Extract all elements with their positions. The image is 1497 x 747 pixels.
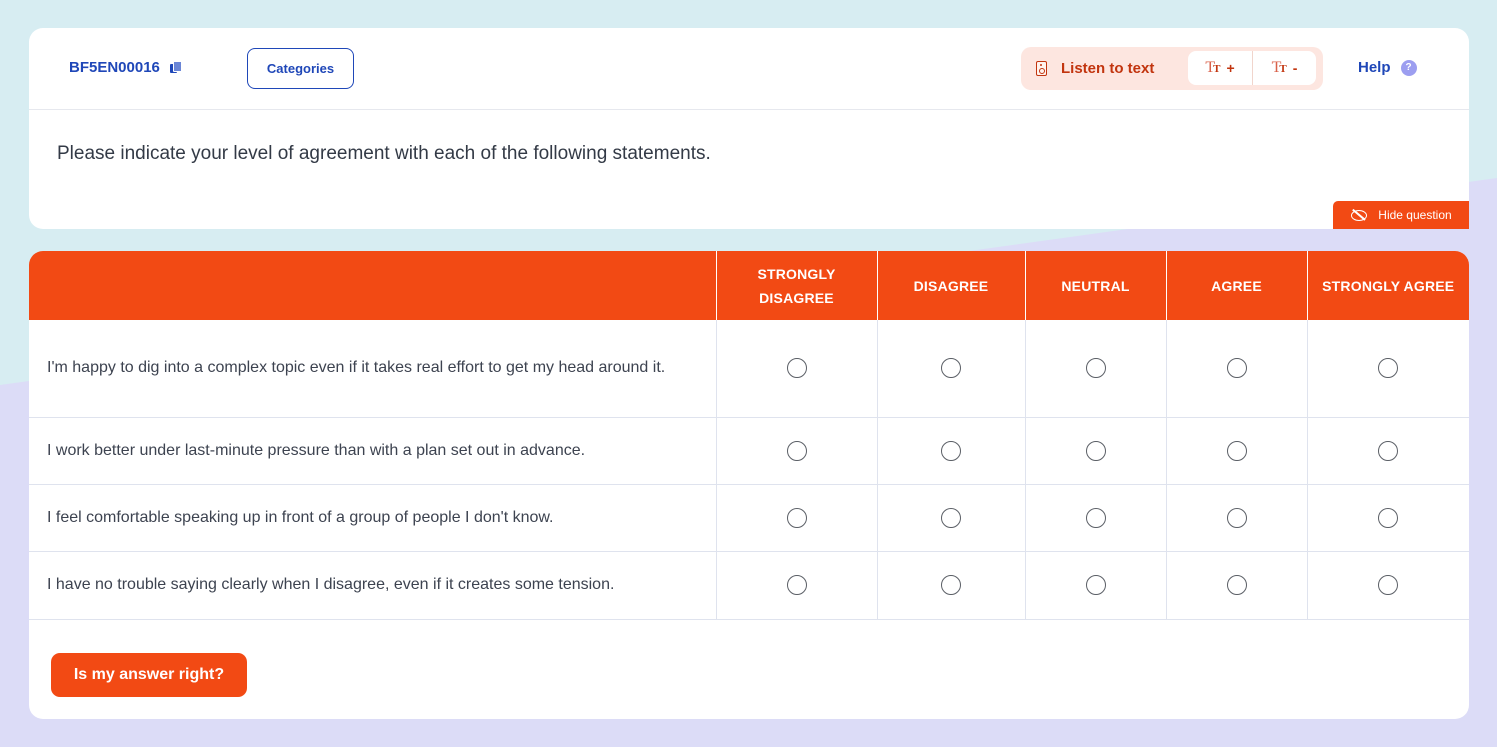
radio-strongly-disagree[interactable] (787, 441, 807, 461)
radio-cell (1025, 320, 1166, 417)
table-row (29, 484, 1469, 551)
likert-table (29, 251, 1469, 620)
font-decrease-button[interactable] (1252, 51, 1316, 85)
categories-button[interactable]: Categories (247, 48, 354, 89)
question-prompt: Please indicate your level of agreement with each of the following statements. (57, 143, 711, 164)
radio-cell (877, 484, 1025, 551)
table-row (29, 551, 1469, 619)
statement-column-header (29, 251, 716, 320)
radio-neutral[interactable] (1086, 358, 1106, 378)
eye-off-icon (1350, 209, 1368, 221)
radio-agree[interactable] (1227, 575, 1247, 595)
radio-cell (716, 551, 877, 619)
radio-neutral[interactable] (1086, 575, 1106, 595)
radio-cell (716, 484, 877, 551)
copy-icon[interactable] (170, 61, 182, 74)
radio-strongly-disagree[interactable] (787, 575, 807, 595)
font-decrease-sign: - (1292, 60, 1298, 76)
radio-strongly-agree[interactable] (1378, 508, 1398, 528)
speaker-icon (1036, 61, 1047, 76)
radio-cell (1307, 417, 1469, 484)
radio-cell (877, 417, 1025, 484)
font-increase-sign: + (1226, 60, 1235, 76)
column-header: DISAGREE (877, 251, 1025, 320)
statement-text: I work better under last-minute pressure than with a plan set out in advance. (29, 417, 716, 484)
question-card (29, 28, 1469, 229)
column-header: AGREE (1166, 251, 1307, 320)
statement-text: I'm happy to dig into a complex topic even if it takes real effort to get my head around it. (47, 359, 666, 377)
radio-strongly-agree[interactable] (1378, 358, 1398, 378)
radio-agree[interactable] (1227, 508, 1247, 528)
help-button[interactable] (1358, 59, 1417, 76)
radio-cell (1025, 417, 1166, 484)
help-label: Help (1358, 59, 1391, 76)
statement-text: I feel comfortable speaking up in front of a group of people I don't know. (29, 484, 716, 551)
listen-label: Listen to text (1061, 60, 1155, 77)
radio-cell (1166, 417, 1307, 484)
radio-disagree[interactable] (941, 441, 961, 461)
hide-question-label: Hide question (1378, 208, 1452, 222)
column-header: STRONGLY DISAGREE (716, 251, 877, 320)
radio-cell (716, 320, 877, 417)
statement-text: I have no trouble saying clearly when I disagree, even if it creates some tension. (29, 551, 716, 619)
radio-agree[interactable] (1227, 441, 1247, 461)
radio-cell (877, 320, 1025, 417)
radio-cell (1307, 320, 1469, 417)
radio-cell (1025, 551, 1166, 619)
radio-cell (1025, 484, 1166, 551)
accessibility-tools (1021, 47, 1323, 90)
hide-question-button[interactable] (1333, 201, 1469, 229)
question-id-text: BF5EN00016 (69, 59, 160, 76)
text-size-icon: TT (1271, 59, 1285, 76)
radio-cell (1166, 320, 1307, 417)
font-size-controls (1188, 51, 1316, 85)
listen-to-text-button[interactable] (1036, 47, 1154, 90)
radio-cell (1307, 484, 1469, 551)
radio-disagree[interactable] (941, 575, 961, 595)
font-increase-button[interactable] (1188, 51, 1252, 85)
question-toolbar (29, 28, 1469, 110)
radio-neutral[interactable] (1086, 441, 1106, 461)
radio-neutral[interactable] (1086, 508, 1106, 528)
radio-strongly-agree[interactable] (1378, 575, 1398, 595)
radio-cell (716, 417, 877, 484)
table-row (29, 320, 1469, 417)
radio-agree[interactable] (1227, 358, 1247, 378)
radio-cell (1307, 551, 1469, 619)
radio-disagree[interactable] (941, 358, 961, 378)
radio-strongly-disagree[interactable] (787, 358, 807, 378)
help-icon: ? (1401, 60, 1417, 76)
radio-cell (1166, 484, 1307, 551)
radio-disagree[interactable] (941, 508, 961, 528)
radio-strongly-disagree[interactable] (787, 508, 807, 528)
text-size-icon: TT (1205, 59, 1219, 76)
table-row (29, 417, 1469, 484)
answer-card (29, 251, 1469, 719)
column-header: NEUTRAL (1025, 251, 1166, 320)
check-answer-button[interactable]: Is my answer right? (51, 653, 247, 697)
question-id (69, 59, 182, 76)
radio-cell (877, 551, 1025, 619)
radio-cell (1166, 551, 1307, 619)
column-header: STRONGLY AGREE (1307, 251, 1469, 320)
table-header-row (29, 251, 1469, 320)
radio-strongly-agree[interactable] (1378, 441, 1398, 461)
